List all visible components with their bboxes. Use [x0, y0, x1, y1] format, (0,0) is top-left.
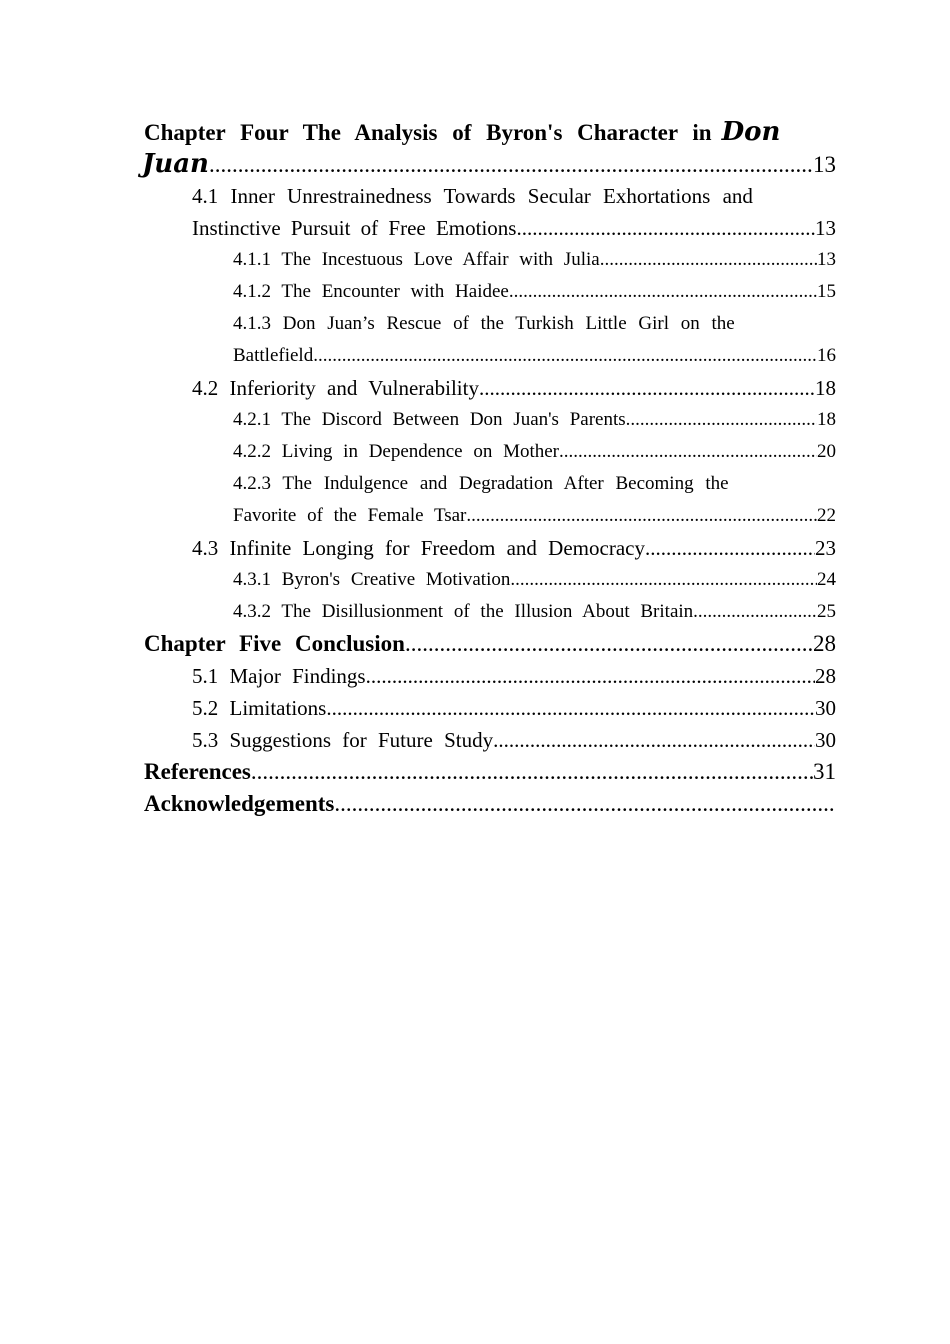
toc-entry-title: 4.1.1 The Incestuous Love Affair with Julia [233, 249, 600, 270]
toc-page-number: 22 [817, 505, 836, 526]
leader-dots [366, 660, 815, 692]
toc-page-number: 28 [815, 664, 836, 688]
toc-entry-5-1[interactable] [192, 660, 836, 692]
toc-entry-title-italic: Don [721, 117, 781, 147]
toc-page-number: 13 [815, 216, 836, 240]
toc-entry-5-3[interactable] [192, 724, 836, 756]
leader-dots [559, 436, 817, 468]
toc-entry-title: 5.1 Major Findings [192, 664, 366, 688]
toc-entry-4-1-1[interactable] [233, 244, 836, 276]
toc-entry-4-1[interactable] [192, 180, 836, 212]
toc-entry-4-1-3-cont[interactable] [233, 340, 836, 372]
toc-entry-title: 4.1 Inner Unrestrainedness Towards Secular Exhortations and [192, 184, 753, 208]
leader-dots [326, 692, 815, 724]
toc-page-number: 28 [813, 631, 836, 656]
toc-page-number: 15 [817, 281, 836, 302]
toc-entry-4-2[interactable] [192, 372, 836, 404]
leader-dots [209, 149, 813, 181]
leader-dots [626, 404, 817, 436]
toc-page-number: 16 [817, 345, 836, 366]
toc-entry-title: 4.3.2 The Disillusionment of the Illusion About Britain [233, 601, 694, 622]
toc-entry-4-1-2[interactable] [233, 276, 836, 308]
toc-entry-title: 4.1.2 The Encounter with Haidee [233, 281, 509, 302]
toc-entry-title: 4.3.1 Byron's Creative Motivation [233, 569, 511, 590]
toc-entry-4-2-2[interactable] [233, 436, 836, 468]
toc-entry-acknowledgements[interactable] [144, 788, 834, 820]
toc-entry-chapter-four-cont[interactable] [144, 148, 836, 180]
toc-entry-title: Battlefield [233, 345, 314, 366]
toc-entry-4-3[interactable] [192, 532, 836, 564]
toc-entry-title: 4.2.3 The Indulgence and Degradation After Becoming the [233, 473, 729, 494]
toc-page-number: 20 [817, 441, 836, 462]
toc-page-number: 24 [817, 569, 836, 590]
toc-entry-4-2-3-cont[interactable] [233, 500, 836, 532]
toc-page-number: 18 [817, 409, 836, 430]
leader-dots [493, 724, 815, 756]
toc-entry-4-2-1[interactable] [233, 404, 836, 436]
toc-entry-4-3-1[interactable] [233, 564, 836, 596]
toc-entry-title: 4.3 Infinite Longing for Freedom and Democracy [192, 536, 645, 560]
leader-dots [645, 532, 815, 564]
toc-entry-references[interactable] [144, 756, 836, 788]
toc-page-number: 25 [817, 601, 836, 622]
toc-page-number: 31 [813, 759, 836, 784]
toc-page-number: 13 [813, 152, 836, 177]
toc-entry-title-italic: Juan [142, 149, 209, 179]
toc-page-number: 23 [815, 536, 836, 560]
toc-entry-4-3-2[interactable] [233, 596, 836, 628]
toc-entry-4-1-3[interactable] [233, 308, 836, 340]
toc-entry-chapter-four[interactable] [144, 116, 836, 148]
toc-entry-5-2[interactable] [192, 692, 836, 724]
leader-dots [516, 212, 815, 244]
toc-entry-title: 4.2.1 The Discord Between Don Juan's Parents [233, 409, 626, 430]
toc-page-number: 13 [817, 249, 836, 270]
toc-entry-title: Acknowledgements [144, 791, 335, 816]
toc-entry-title: Instinctive Pursuit of Free Emotions [192, 216, 517, 240]
toc-entry-title: Chapter Four The Analysis of Byron's Character in [144, 120, 712, 145]
toc-entry-title: 4.2.2 Living in Dependence on Mother [233, 441, 560, 462]
leader-dots [405, 628, 813, 660]
table-of-contents [144, 116, 836, 820]
toc-entry-4-1-cont[interactable] [192, 212, 836, 244]
toc-entry-title: 5.2 Limitations [192, 696, 327, 720]
leader-dots [509, 276, 817, 308]
toc-entry-title: 4.2 Inferiority and Vulnerability [192, 376, 479, 400]
toc-entry-4-2-3[interactable] [233, 468, 836, 500]
leader-dots [479, 372, 815, 404]
toc-entry-title: Chapter Five Conclusion [144, 631, 405, 656]
toc-page-number: 18 [815, 376, 836, 400]
toc-entry-title: 4.1.3 Don Juan’s Rescue of the Turkish Little Girl on the [233, 313, 735, 334]
leader-dots [600, 244, 817, 276]
leader-dots [313, 340, 817, 372]
toc-page-number: 30 [815, 696, 836, 720]
leader-dots [510, 564, 817, 596]
toc-entry-title: 5.3 Suggestions for Future Study [192, 728, 494, 752]
leader-dots [693, 596, 817, 628]
toc-entry-chapter-five[interactable] [144, 628, 836, 660]
toc-entry-title: Favorite of the Female Tsar [233, 505, 467, 526]
leader-dots [334, 788, 834, 820]
toc-page-number: 30 [815, 728, 836, 752]
toc-entry-title: References [144, 759, 251, 784]
leader-dots [466, 500, 817, 532]
leader-dots [251, 756, 813, 788]
